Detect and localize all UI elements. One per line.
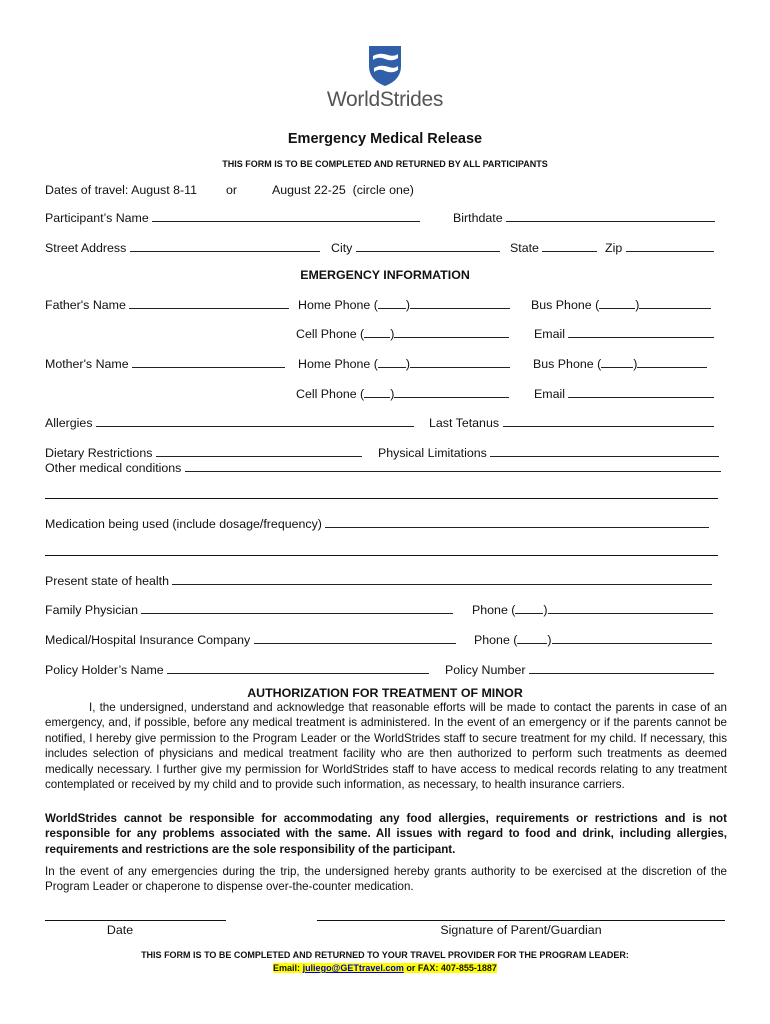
participant-name-input[interactable]: [152, 210, 420, 222]
logo-text: WorldStrides: [326, 88, 444, 111]
physician-area-code-input[interactable]: [515, 602, 543, 614]
last-tetanus-label: Last Tetanus: [429, 416, 500, 430]
mothers-name-label: Mother's Name: [45, 357, 129, 371]
other-conditions-field: [45, 460, 721, 476]
father-email-field: [534, 326, 714, 342]
last-tetanus-input[interactable]: [503, 415, 714, 427]
paren: ): [405, 357, 411, 371]
mother-cell-area-code-input[interactable]: [364, 386, 390, 398]
policy-number-label: Policy Number: [445, 663, 526, 677]
insurance-phone-field: [474, 632, 712, 648]
travel-label: Dates of travel:: [45, 183, 129, 197]
travel-or: or: [226, 183, 238, 197]
emergency-heading: EMERGENCY INFORMATION: [300, 268, 470, 282]
other-conditions-label: Other medical conditions: [45, 461, 182, 475]
dietary-restrictions-field: [45, 445, 362, 461]
cell-phone-label: Cell Phone (: [296, 327, 365, 341]
other-conditions-input[interactable]: [185, 460, 721, 472]
insurance-phone-input[interactable]: [552, 632, 712, 644]
email-label: Email: [534, 387, 565, 401]
cell-phone-label: Cell Phone (: [296, 387, 365, 401]
mother-home-area-code-input[interactable]: [378, 356, 406, 368]
paren: ): [390, 327, 395, 341]
authorization-heading: AUTHORIZATION FOR TREATMENT OF MINOR: [247, 686, 523, 700]
policy-holder-label: Policy Holder’s Name: [45, 663, 164, 677]
mother-cell-phone-field: [296, 386, 509, 402]
form-title: Emergency Medical Release: [287, 131, 483, 147]
footer-fax: or FAX: 407-855-1887: [403, 963, 497, 973]
birthdate-input[interactable]: [506, 210, 715, 222]
dietary-restrictions-input[interactable]: [156, 445, 362, 457]
insurance-company-field: [45, 632, 456, 648]
zip-input[interactable]: [626, 240, 714, 252]
travel-option-2[interactable]: August 22-25: [272, 183, 346, 197]
footer-email-prefix: Email:: [273, 963, 303, 973]
logo: [318, 44, 452, 114]
policy-holder-field: [45, 662, 429, 678]
birthdate-label: Birthdate: [453, 211, 503, 225]
authorization-paragraph-2: WorldStrides cannot be responsible for accommodating any food allergies, requirements or restrictions and is not responsible for any problems associated with the same. All issues with regard to food and drink, including allergies, requirements and restrictions are the sole responsibility of the participant.: [45, 812, 727, 856]
bus-phone-label: Bus Phone (: [531, 298, 600, 312]
birthdate-field: [453, 210, 715, 226]
email-label: Email: [534, 327, 565, 341]
authorization-paragraph-1: I, the undersigned, understand and acknowledge that reasonable efforts will be made to contact the parents in case of an emergency, and, if possible, before any medical treatment is administered. In the event of an emergency or if the parents cannot be notified, I hereby give permission to the Program Leader or the WorldStrides staff to secure treatment for my child. If necessary, this includes selection of physicians and medical treatment facility who are then authorized to perform such treatments as deemed medically necessary. I further give my permission for WorldStrides staff to have access to medical records relating to any treatment contemplated or received by my child and to provide such information, as necessary, to health insurance carriers.: [45, 701, 727, 792]
mother-bus-phone-input[interactable]: [637, 356, 707, 368]
street-address-field: [45, 240, 320, 256]
mother-email-field: [534, 386, 714, 402]
other-conditions-line-2[interactable]: [45, 498, 718, 499]
allergies-label: Allergies: [45, 416, 93, 430]
medication-input[interactable]: [325, 516, 709, 528]
family-physician-input[interactable]: [141, 602, 453, 614]
present-health-input[interactable]: [172, 573, 712, 585]
paren: ): [635, 298, 640, 312]
father-bus-phone-input[interactable]: [639, 297, 711, 309]
worldstrides-shield-logo-icon: [318, 44, 452, 88]
father-cell-area-code-input[interactable]: [364, 326, 390, 338]
city-label: City: [331, 241, 353, 255]
father-cell-phone-field: [296, 326, 509, 342]
paren: ): [543, 603, 548, 617]
policy-holder-input[interactable]: [167, 662, 429, 674]
physical-limitations-input[interactable]: [490, 445, 719, 457]
father-home-phone-input[interactable]: [410, 297, 510, 309]
insurance-company-label: Medical/Hospital Insurance Company: [45, 633, 251, 647]
signature-label: Signature of Parent/Guardian: [440, 923, 602, 937]
physician-phone-input[interactable]: [548, 602, 713, 614]
mothers-name-input[interactable]: [132, 356, 285, 368]
father-home-phone-field: [298, 297, 510, 313]
mother-bus-area-code-input[interactable]: [601, 356, 633, 368]
home-phone-label: Home Phone (: [298, 298, 378, 312]
travel-dates-row: [45, 183, 197, 198]
father-bus-area-code-input[interactable]: [599, 297, 635, 309]
paren: ): [547, 633, 552, 647]
paren: ): [405, 298, 411, 312]
travel-option-2-row: [272, 183, 414, 198]
medication-line-2[interactable]: [45, 555, 718, 556]
allergies-field: [45, 415, 414, 431]
family-physician-label: Family Physician: [45, 603, 138, 617]
present-health-field: [45, 573, 712, 589]
physician-phone-field: [472, 602, 713, 618]
medication-label: Medication being used (include dosage/frequency): [45, 517, 322, 531]
mothers-name-field: [45, 356, 285, 372]
paren: ): [633, 357, 638, 371]
city-field: [331, 240, 500, 256]
policy-number-input[interactable]: [529, 662, 714, 674]
phone-label: Phone (: [472, 603, 516, 617]
policy-number-field: [445, 662, 714, 678]
fathers-name-field: [45, 297, 289, 313]
insurance-area-code-input[interactable]: [517, 632, 547, 644]
form-subtitle: THIS FORM IS TO BE COMPLETED AND RETURNED BY ALL PARTICIPANTS: [222, 159, 548, 169]
mother-email-input[interactable]: [568, 386, 714, 398]
dietary-restrictions-label: Dietary Restrictions: [45, 446, 153, 460]
date-signature-line[interactable]: [45, 920, 226, 921]
zip-field: [605, 240, 714, 256]
city-input[interactable]: [356, 240, 500, 252]
phone-label: Phone (: [474, 633, 518, 647]
travel-note: (circle one): [352, 183, 414, 197]
father-bus-phone-field: [531, 297, 711, 313]
fathers-name-label: Father's Name: [45, 298, 126, 312]
mother-home-phone-input[interactable]: [410, 356, 510, 368]
state-field: [510, 240, 597, 256]
family-physician-field: [45, 602, 453, 618]
state-label: State: [510, 241, 539, 255]
travel-option-1[interactable]: August 8-11: [131, 183, 198, 197]
footer-instructions: THIS FORM IS TO BE COMPLETED AND RETURNED TO YOUR TRAVEL PROVIDER FOR THE PROGRAM LEADER:: [141, 950, 629, 960]
authorization-paragraph-3: In the event of any emergencies during the trip, the undersigned hereby grants authority to be exercised at the discretion of the Program Leader or chaperone to dispense over-the-counter medication.: [45, 865, 727, 894]
street-address-input[interactable]: [130, 240, 320, 252]
guardian-signature-line[interactable]: [317, 920, 725, 921]
father-email-input[interactable]: [568, 326, 714, 338]
medication-field: [45, 516, 709, 532]
physical-limitations-field: [378, 445, 719, 461]
home-phone-label: Home Phone (: [298, 357, 378, 371]
state-input[interactable]: [542, 240, 597, 252]
footer-contact: [0, 963, 770, 974]
zip-label: Zip: [605, 241, 623, 255]
mother-home-phone-field: [298, 356, 510, 372]
date-label: Date: [106, 923, 134, 937]
street-address-label: Street Address: [45, 241, 127, 255]
mother-cell-phone-input[interactable]: [394, 386, 509, 398]
father-cell-phone-input[interactable]: [394, 326, 509, 338]
fathers-name-input[interactable]: [129, 297, 289, 309]
present-health-label: Present state of health: [45, 574, 169, 588]
allergies-input[interactable]: [96, 415, 414, 427]
insurance-company-input[interactable]: [254, 632, 456, 644]
participant-name-label: Participant’s Name: [45, 211, 149, 225]
paren: ): [390, 387, 395, 401]
father-home-area-code-input[interactable]: [378, 297, 406, 309]
participant-name-field: [45, 210, 420, 226]
physical-limitations-label: Physical Limitations: [378, 446, 487, 460]
last-tetanus-field: [429, 415, 714, 431]
footer-email-link[interactable]: juliego@GETtravel.com: [302, 963, 404, 973]
mother-bus-phone-field: [533, 356, 707, 372]
bus-phone-label: Bus Phone (: [533, 357, 602, 371]
